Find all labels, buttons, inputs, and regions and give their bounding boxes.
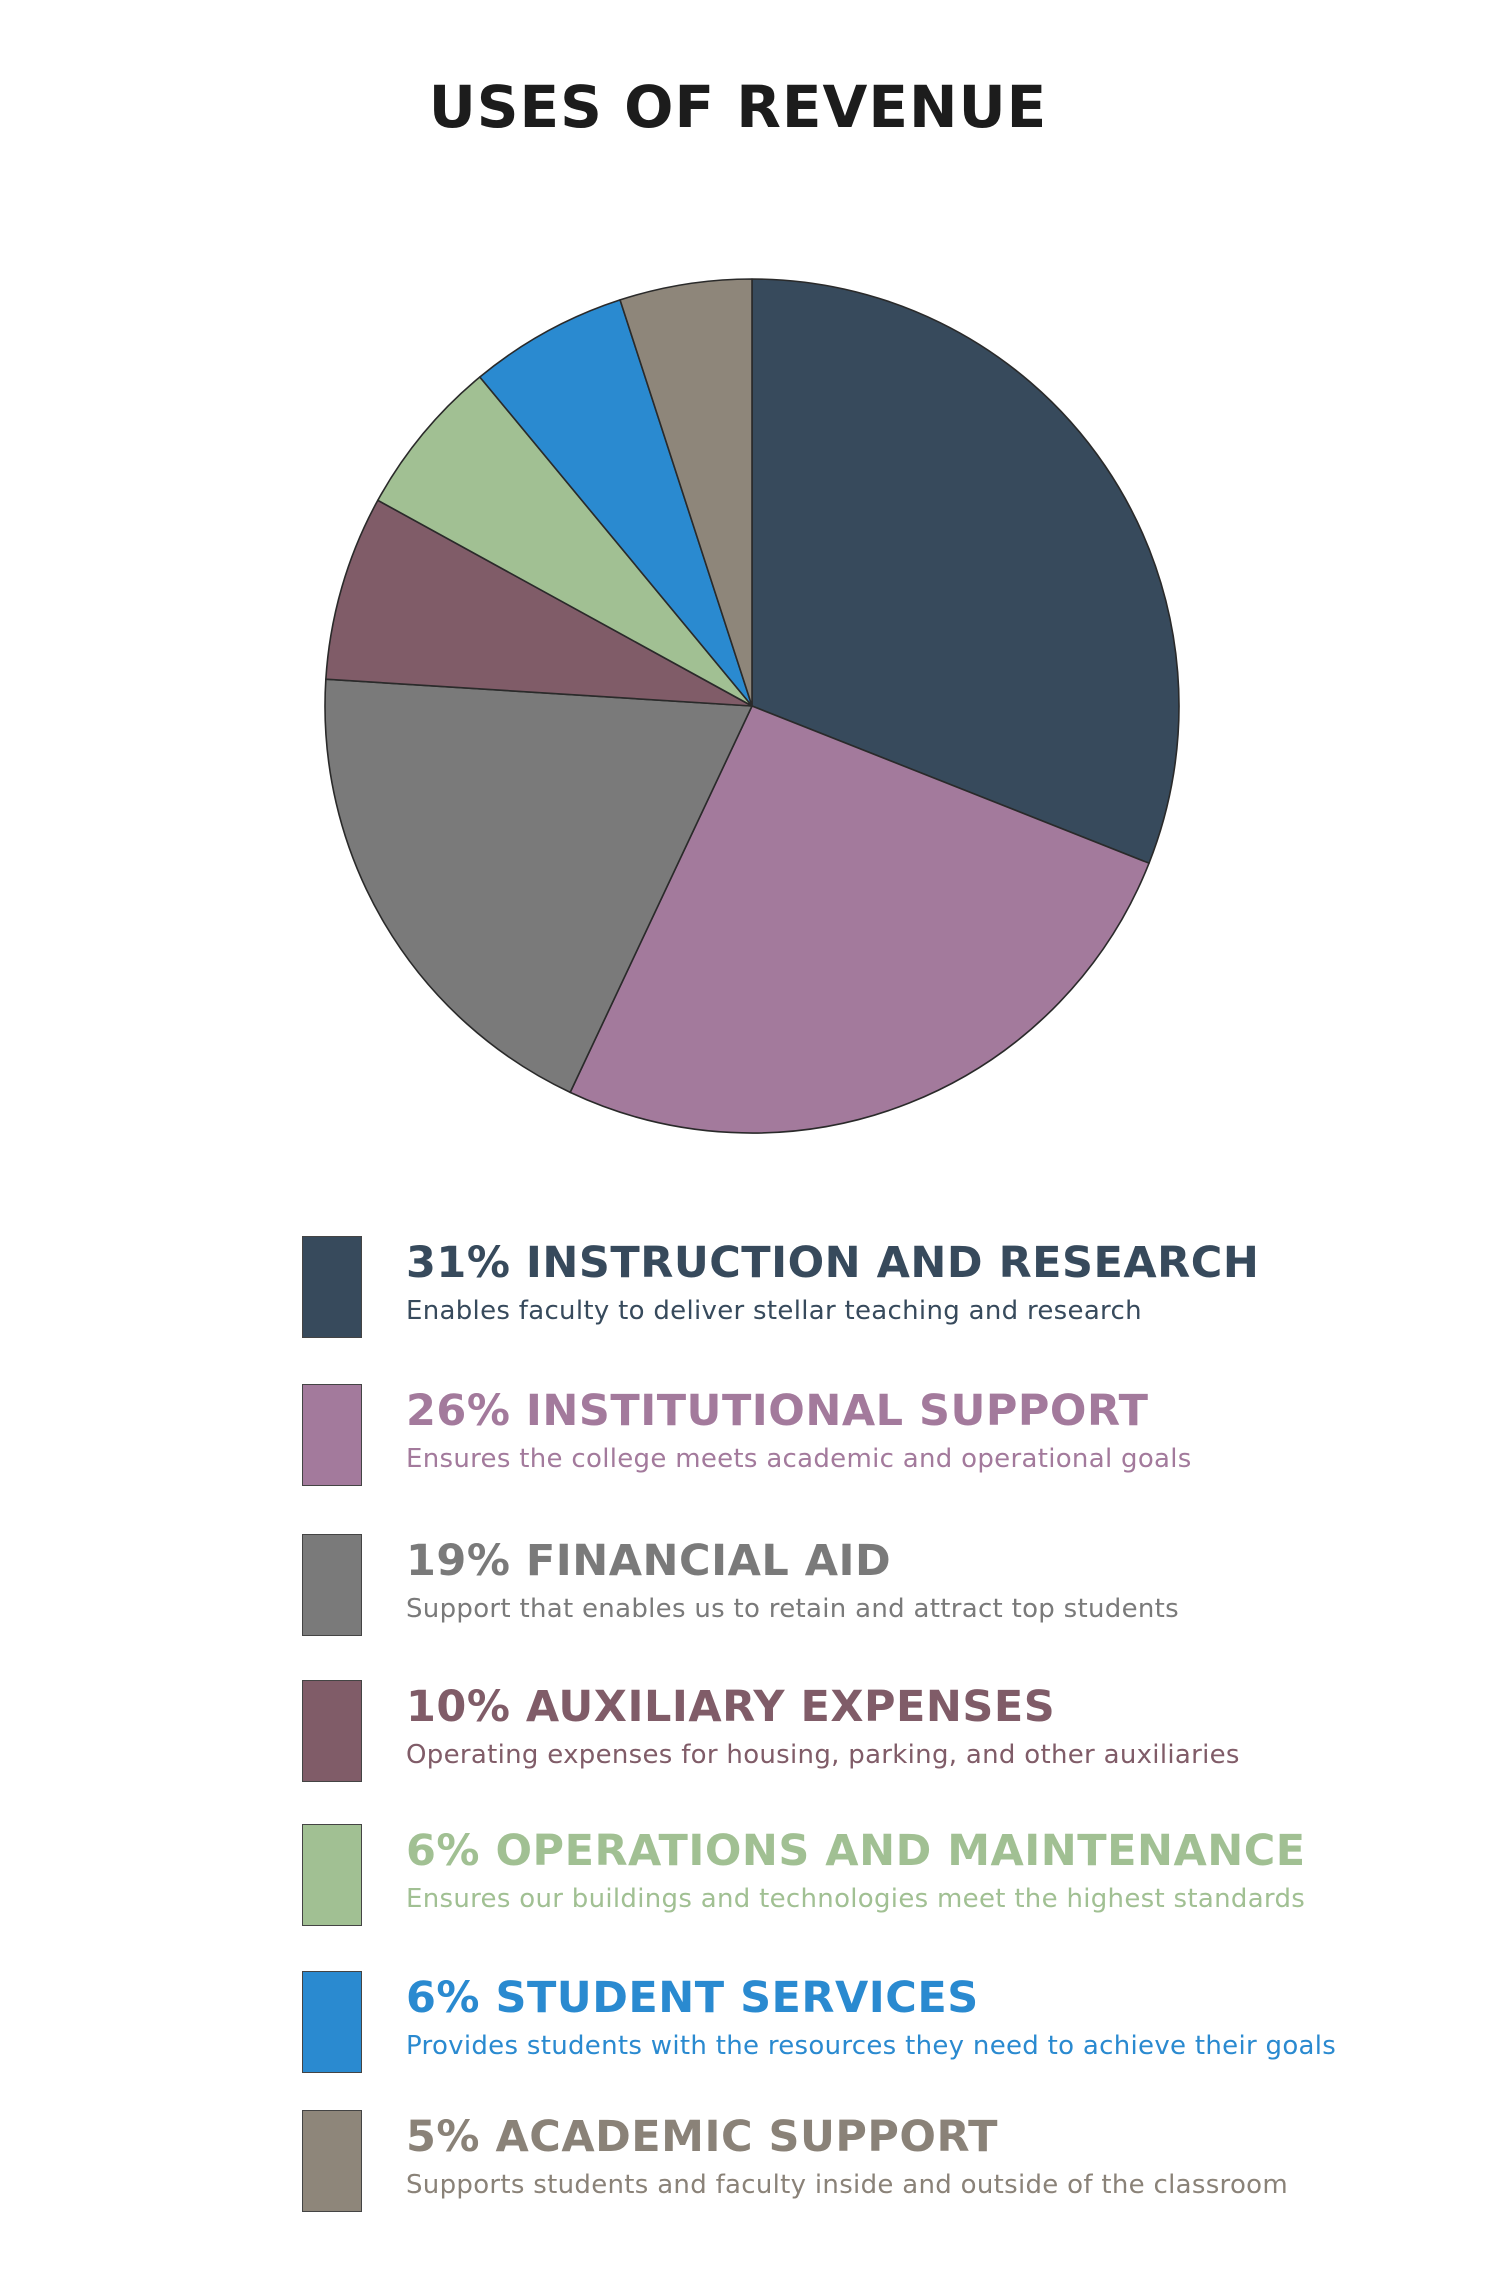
legend-swatch — [302, 1971, 362, 2073]
legend-swatch — [302, 2110, 362, 2212]
legend-description: Ensures the college meets academic and operational goals — [406, 1444, 1192, 1474]
legend-item-academic-support — [302, 2110, 1482, 2218]
legend-item-title — [406, 1682, 1056, 1732]
legend-percent: 31% — [406, 1238, 511, 1288]
legend-description: Provides students with the resources they need to achieve their goals — [406, 2031, 1337, 2061]
legend-label: AUXILIARY EXPENSES — [525, 1682, 1056, 1732]
legend-label: INSTITUTIONAL SUPPORT — [525, 1386, 1149, 1436]
legend-description: Support that enables us to retain and attract top students — [406, 1594, 1179, 1624]
legend-item-instruction-and-research — [302, 1236, 1482, 1344]
chart-title: USES OF REVENUE — [428, 73, 1048, 141]
legend-item-student-services — [302, 1971, 1482, 2079]
legend-label: OPERATIONS AND MAINTENANCE — [495, 1826, 1306, 1876]
legend-item-financial-aid — [302, 1534, 1482, 1642]
legend-item-title — [406, 1826, 1306, 1876]
legend-percent: 6% — [406, 1973, 481, 2023]
legend-percent: 26% — [406, 1386, 511, 1436]
legend-label: ACADEMIC SUPPORT — [495, 2112, 998, 2162]
legend-description: Operating expenses for housing, parking, and other auxiliaries — [406, 1740, 1240, 1770]
legend-description: Enables faculty to deliver stellar teaching and research — [406, 1296, 1142, 1326]
legend-percent: 6% — [406, 1826, 481, 1876]
legend-percent: 19% — [406, 1536, 511, 1586]
legend-item-title — [406, 1238, 1260, 1288]
legend-percent: 5% — [406, 2112, 481, 2162]
legend-item-title — [406, 2112, 998, 2162]
legend-swatch — [302, 1824, 362, 1926]
legend-swatch — [302, 1384, 362, 1486]
legend-item-title — [406, 1973, 979, 2023]
legend-description: Ensures our buildings and technologies meet the highest standards — [406, 1884, 1306, 1914]
legend-item-institutional-support — [302, 1384, 1482, 1492]
legend-label: FINANCIAL AID — [525, 1536, 892, 1586]
legend-label: INSTRUCTION AND RESEARCH — [525, 1238, 1260, 1288]
legend-item-title — [406, 1386, 1149, 1436]
legend-swatch — [302, 1534, 362, 1636]
legend-swatch — [302, 1236, 362, 1338]
legend-item-title — [406, 1536, 892, 1586]
legend-label: STUDENT SERVICES — [495, 1973, 979, 2023]
legend-item-auxiliary-expenses — [302, 1680, 1482, 1788]
legend-item-operations-and-maintenance — [302, 1824, 1482, 1932]
legend-swatch — [302, 1680, 362, 1782]
legend-percent: 10% — [406, 1682, 511, 1732]
legend-description: Supports students and faculty inside and outside of the classroom — [406, 2170, 1288, 2200]
